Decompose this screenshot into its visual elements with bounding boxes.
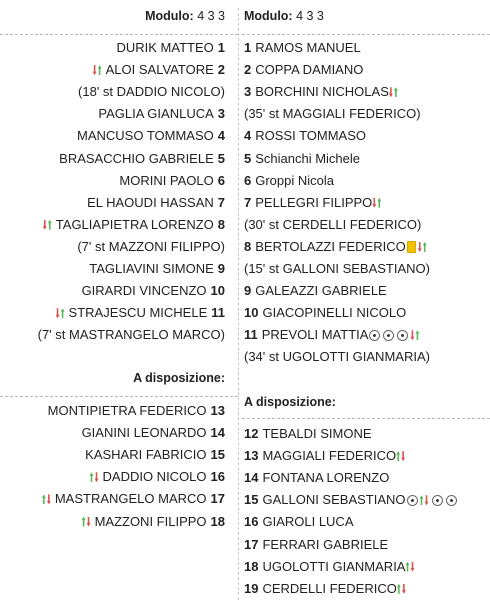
- player-name: GALEAZZI GABRIELE: [255, 283, 387, 299]
- player-name: TAGLIAPIETRA LORENZO: [55, 216, 214, 232]
- away-bench-title: A disposizione:: [244, 395, 336, 409]
- player-name: TEBALDI SIMONE: [262, 426, 372, 441]
- player-name: RAMOS MANUEL: [255, 40, 361, 55]
- substitute-entry: [244, 103, 421, 125]
- substitute-entry: [244, 346, 430, 368]
- away-bench-divider: [242, 418, 490, 419]
- player-row: [244, 511, 354, 533]
- player-row: [43, 214, 225, 236]
- player-name: FERRARI GABRIELE: [262, 536, 389, 552]
- player-row: [42, 488, 225, 510]
- player-row: [244, 302, 406, 324]
- player-name: MANCUSO TOMMASO: [77, 128, 214, 144]
- player-row: [244, 534, 388, 556]
- shirt-number: 1: [217, 40, 225, 55]
- player-row: [244, 324, 420, 346]
- column-divider: [238, 8, 239, 600]
- away-header-divider: [242, 34, 490, 35]
- substitution-icon: [82, 516, 92, 528]
- substitute-entry: [244, 258, 430, 280]
- player-row: [89, 258, 225, 280]
- shirt-number: 13: [210, 403, 225, 418]
- player-row: [90, 466, 225, 488]
- substitute-text: (15' st GALLONI SEBASTIANO): [244, 261, 430, 276]
- shirt-number: 3: [217, 106, 225, 122]
- player-row: [119, 170, 225, 192]
- shirt-number: 6: [217, 172, 225, 188]
- substitute-entry: [77, 236, 225, 258]
- player-row: [82, 422, 225, 444]
- shirt-number: 1: [244, 40, 252, 55]
- player-row: [87, 192, 225, 214]
- player-row: [82, 511, 225, 533]
- player-name: ROSSI TOMMASO: [255, 128, 366, 144]
- player-name: BERTOLAZZI FEDERICO: [255, 238, 406, 254]
- away-formation-value: 4 3 3: [296, 9, 324, 23]
- substitute-text: (35' st MAGGIALI FEDERICO): [244, 106, 421, 122]
- player-row: [244, 423, 372, 445]
- substitution-icon: [397, 583, 407, 595]
- player-name: KASHARI FABRICIO: [85, 447, 207, 463]
- goal-ball-icon: [432, 495, 443, 506]
- substitution-icon: [93, 64, 103, 76]
- shirt-number: 4: [244, 128, 252, 144]
- player-name: GIAROLI LUCA: [262, 514, 354, 530]
- player-row: [244, 445, 406, 467]
- player-row: [56, 302, 225, 324]
- home-formation-value: 4 3 3: [197, 9, 225, 23]
- shirt-number: 18: [210, 513, 225, 529]
- shirt-number: 18: [244, 558, 259, 574]
- event-icons: [406, 494, 458, 506]
- substitute-entry: [78, 81, 225, 103]
- player-name: CERDELLI FEDERICO: [262, 580, 397, 596]
- player-name: MAGGIALI FEDERICO: [262, 448, 397, 464]
- shirt-number: 7: [217, 194, 225, 210]
- shirt-number: 10: [244, 305, 259, 321]
- event-icons: [368, 329, 420, 341]
- substitution-icon: [405, 561, 415, 573]
- goal-ball-icon: [397, 330, 408, 341]
- player-row: [48, 400, 225, 422]
- substitution-icon: [56, 307, 66, 319]
- goal-ball-icon: [383, 330, 394, 341]
- home-bench-title: A disposizione:: [133, 371, 225, 385]
- player-name: MAZZONI FILIPPO: [94, 513, 207, 529]
- shirt-number: 17: [244, 536, 259, 552]
- event-icons: [93, 64, 103, 76]
- player-name: FONTANA LORENZO: [262, 470, 390, 486]
- player-name: PELLEGRI FILIPPO: [255, 194, 373, 210]
- player-name: Schianchi Michele: [255, 150, 361, 166]
- shirt-number: 9: [244, 283, 252, 299]
- player-name: GIRARDI VINCENZO: [81, 283, 207, 299]
- shirt-number: 14: [244, 470, 259, 486]
- player-row: [244, 556, 415, 578]
- player-row: [98, 103, 225, 125]
- player-row: [117, 37, 226, 59]
- shirt-number: 5: [244, 150, 252, 166]
- player-row: [244, 37, 361, 59]
- event-icons: [406, 241, 428, 253]
- substitution-icon: [418, 241, 428, 253]
- substitution-icon: [396, 450, 406, 462]
- substitution-icon: [42, 493, 52, 505]
- shirt-number: 3: [244, 84, 252, 100]
- player-name: MORINI PAOLO: [119, 172, 214, 188]
- home-bench-divider: [0, 396, 238, 397]
- event-icons: [43, 219, 53, 231]
- substitute-entry: [38, 324, 225, 346]
- player-name: DADDIO NICOLO: [102, 469, 207, 485]
- shirt-number: 2: [217, 62, 225, 78]
- player-row: [244, 170, 334, 192]
- player-row: [244, 578, 407, 600]
- player-name: PAGLIA GIANLUCA: [98, 106, 214, 122]
- shirt-number: 15: [210, 447, 225, 463]
- player-row: [85, 444, 225, 466]
- substitute-entry: [244, 214, 421, 236]
- substitute-text: (7' st MASTRANGELO MARCO): [37, 327, 225, 343]
- player-row: [244, 280, 387, 302]
- event-icons: [389, 86, 399, 98]
- player-name: Groppi Nicola: [255, 172, 334, 188]
- substitute-text: (7' st MAZZONI FILIPPO): [77, 238, 225, 254]
- player-name: TAGLIAVINI SIMONE: [89, 261, 214, 276]
- home-header-divider: [0, 34, 238, 35]
- player-row: [244, 125, 366, 147]
- player-name: UGOLOTTI GIANMARIA: [262, 558, 406, 574]
- away-formation: Modulo: 4 3 3: [244, 9, 324, 23]
- player-row: [77, 125, 225, 147]
- player-row: [93, 59, 225, 81]
- shirt-number: 5: [217, 150, 225, 166]
- player-row: [244, 59, 363, 81]
- yellow-card-icon: [407, 241, 416, 253]
- substitution-icon: [420, 494, 430, 506]
- event-icons: [42, 493, 52, 505]
- substitution-icon: [43, 219, 53, 231]
- goal-ball-icon: [446, 495, 457, 506]
- shirt-number: 4: [217, 128, 225, 144]
- substitute-text: (18' st DADDIO NICOLO): [78, 84, 225, 100]
- substitution-icon: [389, 86, 399, 98]
- player-name: BRASACCHIO GABRIELE: [59, 150, 214, 166]
- player-name: DURIK MATTEO: [116, 40, 214, 55]
- shirt-number: 15: [244, 492, 259, 508]
- substitute-text: (30' st CERDELLI FEDERICO): [244, 216, 422, 232]
- event-icons: [90, 471, 100, 483]
- event-icons: [396, 450, 406, 462]
- substitution-icon: [90, 471, 100, 483]
- player-name: STRAJESCU MICHELE: [68, 305, 208, 321]
- player-row: [244, 467, 389, 489]
- player-name: PREVOLI MATTIA: [261, 327, 369, 343]
- shirt-number: 12: [244, 426, 259, 441]
- shirt-number: 14: [210, 425, 225, 441]
- player-name: GIANINI LEONARDO: [81, 425, 207, 441]
- shirt-number: 9: [217, 261, 225, 276]
- player-row: [244, 489, 458, 511]
- home-formation: Modulo: 4 3 3: [145, 9, 225, 23]
- player-row: [244, 236, 428, 258]
- player-name: BORCHINI NICHOLAS: [255, 84, 389, 100]
- player-row: [59, 148, 225, 170]
- shirt-number: 10: [210, 283, 225, 299]
- shirt-number: 8: [244, 238, 252, 254]
- shirt-number: 13: [244, 448, 259, 464]
- player-name: MASTRANGELO MARCO: [54, 491, 207, 507]
- substitution-icon: [372, 197, 382, 209]
- shirt-number: 17: [210, 491, 225, 507]
- shirt-number: 19: [244, 580, 259, 596]
- substitute-text: (34' st UGOLOTTI GIANMARIA): [244, 349, 430, 365]
- player-name: ALOI SALVATORE: [105, 62, 214, 78]
- shirt-number: 11: [244, 327, 258, 343]
- player-name: GALLONI SEBASTIANO: [262, 492, 406, 508]
- goal-ball-icon: [407, 495, 418, 506]
- event-icons: [56, 307, 66, 319]
- shirt-number: 16: [210, 469, 225, 485]
- shirt-number: 2: [244, 62, 252, 78]
- shirt-number: 16: [244, 514, 259, 530]
- event-icons: [405, 561, 415, 573]
- shirt-number: 6: [244, 172, 252, 188]
- player-name: MONTIPIETRA FEDERICO: [47, 403, 207, 418]
- player-row: [82, 280, 225, 302]
- shirt-number: 11: [211, 305, 225, 321]
- player-row: [244, 192, 382, 214]
- player-name: EL HAOUDI HASSAN: [87, 194, 214, 210]
- player-row: [244, 81, 399, 103]
- event-icons: [82, 516, 92, 528]
- event-icons: [372, 197, 382, 209]
- player-row: [244, 148, 360, 170]
- player-name: GIACOPINELLI NICOLO: [262, 305, 407, 321]
- shirt-number: 8: [217, 216, 225, 232]
- event-icons: [397, 583, 407, 595]
- shirt-number: 7: [244, 194, 252, 210]
- player-name: COPPA DAMIANO: [255, 62, 364, 78]
- goal-ball-icon: [369, 330, 380, 341]
- substitution-icon: [410, 329, 420, 341]
